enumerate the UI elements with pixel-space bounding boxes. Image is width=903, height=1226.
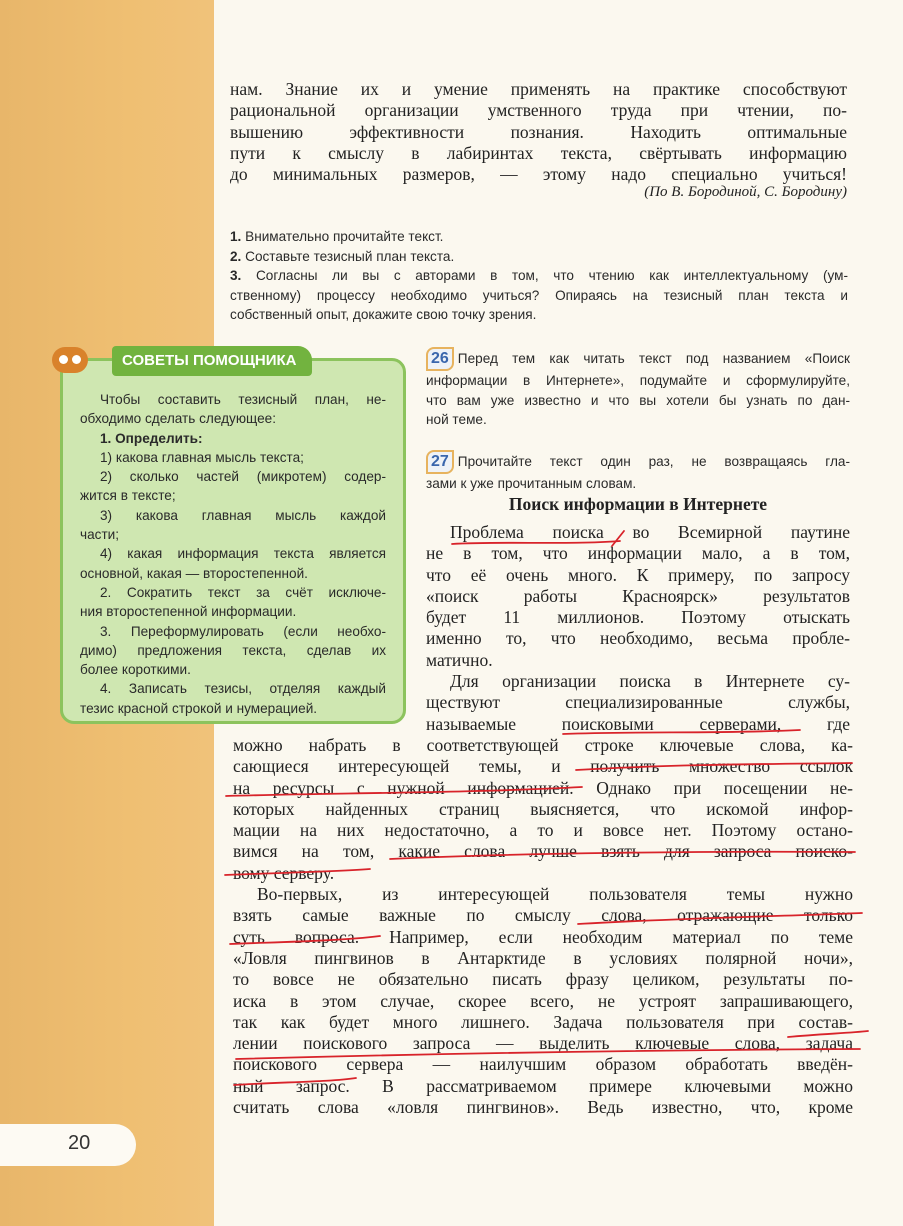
task-text: Внимательно прочитайте текст. (245, 229, 444, 244)
tips-line: ния второстепенной информации. (80, 604, 297, 620)
task-26-text: что вам уже известно и что вы хотели бы узнать по дан- (426, 392, 850, 408)
article-line: взять самые важные по смыслу слова, отражающие только (233, 905, 853, 926)
article-line: Проблема поиска во Всемирной паутине (450, 522, 850, 542)
tips-line: основной, какая — второстепенной. (80, 565, 308, 581)
intro-paragraph (230, 79, 847, 185)
text-line: вышению эффективности познания. Находить оптимальные (230, 121, 847, 142)
tips-line: 1) какова главная мысль текста; (100, 449, 304, 465)
task-26-text: ной теме. (426, 412, 487, 427)
page-number: 20 (68, 1132, 91, 1154)
article-line: Для организации поиска в Интернете су- (450, 671, 850, 692)
article-line: можно набрать в соответствующей строке ключевые слова, ка- (233, 735, 853, 755)
article-line: ный запрос. В рассматриваемом примере ключевыми можно (233, 1075, 853, 1096)
task-number: 3. (230, 268, 242, 283)
article-line: «Ловля пингвинов в Антарктиде в условиях полярной ночи», (233, 947, 853, 968)
text-line: до минимальных размеров, — этому надо специально учиться! (230, 164, 847, 185)
tips-line: Чтобы составить тезисный план, не- (100, 392, 386, 407)
article-line: вому серверу. (233, 862, 335, 883)
article-line: то вовсе не обязательно писать фразу целиком, результаты по- (233, 969, 853, 990)
article-line: суть вопроса. Например, если необходим материал по теме (233, 926, 853, 947)
task-26-text: информации в Интернете», подумайте и сформулируйте, (426, 373, 850, 388)
article-line: не в том, что информации мало, а в том, (426, 543, 850, 564)
tips-line: части; (80, 527, 120, 543)
task-text: Согласны ли вы с авторами в том, что чтению как интеллектуальному (ум- (255, 268, 848, 283)
article-text-wide (233, 735, 853, 1118)
tips-text (80, 390, 386, 718)
article-line: сающиеся интересующей темы, и получить множество ссылок (233, 756, 853, 777)
tips-line: жится в тексте; (80, 488, 176, 504)
article-line: вимся на том, какие слова лучше взять для запроса поиско- (233, 841, 853, 862)
article-title: Поиск информации в Интернете (508, 494, 768, 514)
task-27 (426, 450, 850, 494)
tips-line: тезис красной строкой и нумерацией. (80, 700, 318, 716)
author-attribution: (По В. Бородиной, С. Бородину) (644, 184, 847, 200)
task-text: Составьте тезисный план текста. (245, 248, 455, 264)
text-line: нам. Знание их и умение применять на практике способствуют (230, 79, 847, 99)
article-line: называемые поисковыми серверами, где (426, 713, 850, 734)
task-text: собственный опыт, докажите свою точку зрения. (230, 307, 537, 322)
article-text-narrow (426, 522, 850, 735)
task-text: ственному) процессу необходимо учиться? Опираясь на тезисный план текста и (230, 287, 848, 303)
article-line: ществуют специализированные службы, (426, 692, 850, 713)
task-number: 1. (230, 229, 242, 244)
tips-line: 1. Определить: (100, 430, 203, 446)
task-item (230, 247, 848, 267)
tips-line: 4) какая информация текста является (100, 546, 386, 562)
tips-line: димо) предложения текста, сделав их (80, 642, 386, 658)
article-line: иска в этом случае, скорее всего, не устроят запрашивающего, (233, 990, 853, 1011)
article-line: именно то, что необходимо, весьма пробле- (426, 628, 850, 649)
article-line: будет 11 миллионов. Поэтому отыскать (426, 607, 850, 628)
task-27-number: 27 (426, 450, 454, 474)
task-number: 2. (230, 248, 242, 264)
article-line: так как будет много лишнего. Задача пользователя при состав- (233, 1011, 853, 1032)
task-27-text: зами к уже прочитанным словам. (426, 476, 637, 491)
tips-title: СОВЕТЫ ПОМОЩНИКА (112, 346, 312, 376)
text-line: пути к смыслу в лабиринтах текста, свёртывать информацию (230, 142, 847, 163)
task-26 (426, 347, 850, 430)
article-line: на ресурсы с нужной информацией. Однако при посещении не- (233, 777, 853, 798)
article-line: «поиск работы Красноярск» результатов (426, 585, 850, 606)
tips-line: 2) сколько частей (микротем) содер- (100, 469, 386, 485)
tips-line: более короткими. (80, 662, 191, 678)
task-26-text: Перед тем как читать текст под названием «Поиск (457, 351, 850, 366)
text-line: рациональной организации умственного труда при чтении, по- (230, 100, 847, 121)
task-item (230, 266, 848, 325)
task-27-text: Прочитайте текст один раз, не возвращаясь гла- (457, 454, 850, 469)
tips-line: 4. Записать тезисы, отделяя каждый (100, 681, 386, 697)
tips-line: обходимо сделать следующее: (80, 411, 276, 427)
article-line: лении поискового запроса — выделить ключевые слова, задача (233, 1033, 853, 1054)
article-line: считать слова «ловля пингвинов». Ведь известно, что, кроме (233, 1097, 853, 1118)
article-line: которых найденных страниц выясняется, что искомой инфор- (233, 798, 853, 819)
tips-line: 2. Сократить текст за счёт исключе- (100, 584, 386, 600)
article-line: Во-первых, из интересующей пользователя темы нужно (257, 884, 853, 905)
task-26-number: 26 (426, 347, 454, 371)
article-line: поискового сервера — наилучшим образом обработать введён- (233, 1054, 853, 1075)
article-line: матично. (426, 649, 493, 670)
task-item (230, 227, 848, 247)
article-line: мации на них недостаточно, а то и вовсе нет. Поэтому остано- (233, 820, 853, 841)
tips-badge-icon (52, 347, 88, 373)
tips-line: 3) какова главная мысль каждой (100, 507, 386, 523)
tips-line: 3. Переформулировать (если необхо- (100, 623, 386, 639)
article-line: что её очень много. К примеру, по запросу (426, 564, 850, 585)
task-list (230, 227, 848, 325)
